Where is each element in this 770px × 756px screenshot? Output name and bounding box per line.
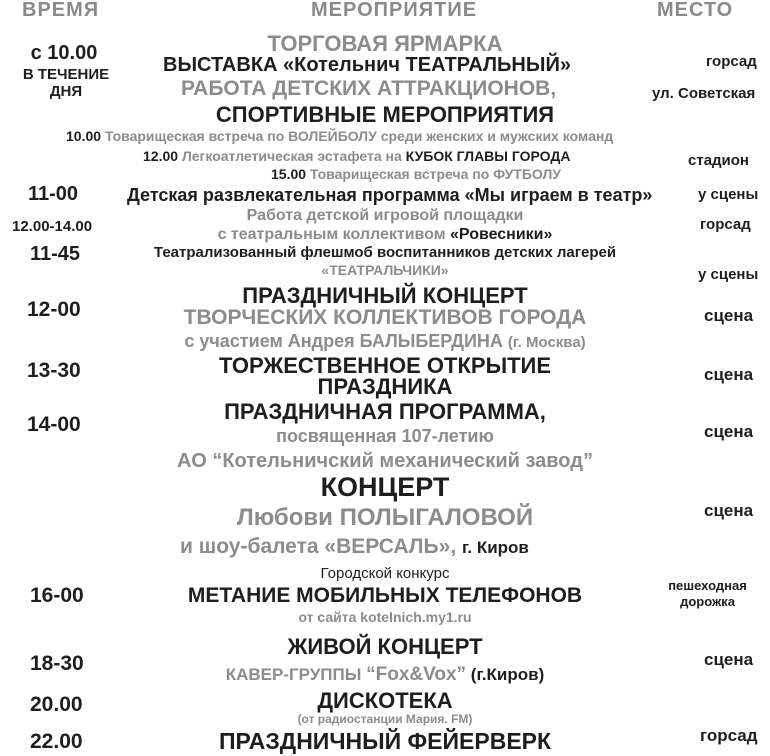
place-r2: стадион	[688, 152, 749, 169]
event-r9-l1: КОНЦЕРТ	[320, 472, 450, 502]
time-r7: 13-30	[27, 359, 81, 382]
table-header	[0, 0, 770, 22]
time-r10: 16-00	[30, 584, 84, 607]
event-r1-l1: ТОРГОВАЯ ЯРМАРКА	[267, 31, 503, 56]
place-r3: у сцены	[698, 186, 759, 203]
place-r13: горсад	[700, 726, 758, 745]
time-r12: 20.00	[30, 693, 83, 716]
event-r10-l1: Городской конкурс	[320, 565, 450, 582]
event-r6-l3: с участием Андрея БАЛЫБЕРДИНА (г. Москва)	[184, 331, 586, 351]
event-r8-l2: посвященная 107-летию	[276, 426, 494, 446]
place-r1-b: ул. Советская	[652, 85, 756, 102]
event-r7-l2: ПРАЗДНИКА	[317, 374, 453, 399]
event-r5-l2: «ТЕАТРАЛЬЧИКИ»	[321, 262, 449, 278]
time-r4: 12.00-14.00	[12, 218, 93, 235]
event-r12-l2: (от радиостанции Мария. FM)	[297, 712, 473, 726]
event-r11-l1: ЖИВОЙ КОНЦЕРТ	[287, 634, 483, 659]
place-r7: сцена	[704, 365, 754, 384]
event-r11-l2: КАВЕР-ГРУППЫ “Fox&Vox” (г.Киров)	[225, 664, 545, 685]
event-r10-l2: МЕТАНИЕ МОБИЛЬНЫХ ТЕЛЕФОНОВ	[187, 584, 583, 607]
place-r11: сцена	[704, 650, 754, 669]
place-r9: сцена	[704, 501, 754, 520]
event-r3: Детская развлекательная программа «Мы играем в театр»	[127, 185, 653, 205]
event-r5-l1: Театрализованный флешмоб воспитанников детских лагерей	[153, 244, 617, 261]
place-r4: горсад	[700, 216, 751, 233]
event-r6-l2: ТВОРЧЕСКИХ КОЛЛЕКТИВОВ ГОРОДА	[183, 306, 587, 329]
event-r2-l1: 10.00 Товарищеская встреча по ВОЛЕЙБОЛУ среди женских и мужских команд	[66, 128, 614, 144]
time-r1-c: ДНЯ	[49, 83, 83, 100]
column-header-event: МЕРОПРИЯТИЕ	[311, 0, 478, 21]
time-r3: 11-00	[28, 183, 79, 205]
event-r2-l3: 15.00 Товарищеская встреча по ФУТБОЛУ	[271, 166, 561, 182]
event-r4-l1: Работа детской игровой площадки	[246, 207, 524, 224]
event-r9-l3: и шоу-балета «ВЕРСАЛЬ», г. Киров	[180, 535, 529, 558]
place-r1-a: горсад	[706, 53, 757, 70]
event-r12-l1: ДИСКОТЕКА	[317, 688, 453, 713]
place-r8: сцена	[704, 422, 754, 441]
event-r4-l2: с театральным коллективом «Ровесники»	[217, 226, 553, 243]
time-r8: 14-00	[27, 413, 81, 436]
time-r13: 22.00	[30, 730, 83, 753]
column-header-place: МЕСТО	[657, 0, 734, 21]
event-r1-l3: РАБОТА ДЕТСКИХ АТТРАКЦИОНОВ,	[181, 77, 557, 100]
event-r1-l2: ВЫСТАВКА «Котельнич ТЕАТРАЛЬНЫЙ»	[163, 54, 571, 76]
time-r1-a: с 10.00	[30, 42, 98, 64]
time-r6: 12-00	[27, 298, 81, 321]
event-r1-l4: СПОРТИВНЫЕ МЕРОПРИЯТИЯ	[215, 102, 555, 127]
event-r13-l1: ПРАЗДНИЧНЫЙ ФЕЙЕРВЕРК	[218, 728, 552, 754]
event-r7-l1: ТОРЖЕСТВЕННОЕ ОТКРЫТИЕ	[218, 353, 552, 378]
place-r6: сцена	[704, 306, 754, 325]
column-header-time: ВРЕМЯ	[22, 0, 100, 21]
event-r9-l2: Любови ПОЛЫГАЛОВОЙ	[236, 504, 534, 531]
place-r5: у сцены	[698, 266, 759, 283]
event-r2-l2: 12.00 Легкоатлетическая эстафета на КУБОК ГЛАВЫ ГОРОДА	[143, 148, 571, 164]
event-r10-l3: от сайта kotelnich.my1.ru	[298, 609, 472, 625]
event-r8-l1: ПРАЗДНИЧНАЯ ПРОГРАММА,	[224, 399, 546, 424]
time-r1-b: В ТЕЧЕНИЕ	[22, 66, 110, 83]
event-r6-l1: ПРАЗДНИЧНЫЙ КОНЦЕРТ	[242, 283, 528, 308]
time-r11: 18-30	[30, 652, 84, 675]
event-r8-l3: АО “Котельничский механический завод”	[177, 450, 593, 472]
time-r5: 11-45	[30, 243, 81, 265]
place-r10: пешеходная дорожка	[668, 578, 747, 609]
